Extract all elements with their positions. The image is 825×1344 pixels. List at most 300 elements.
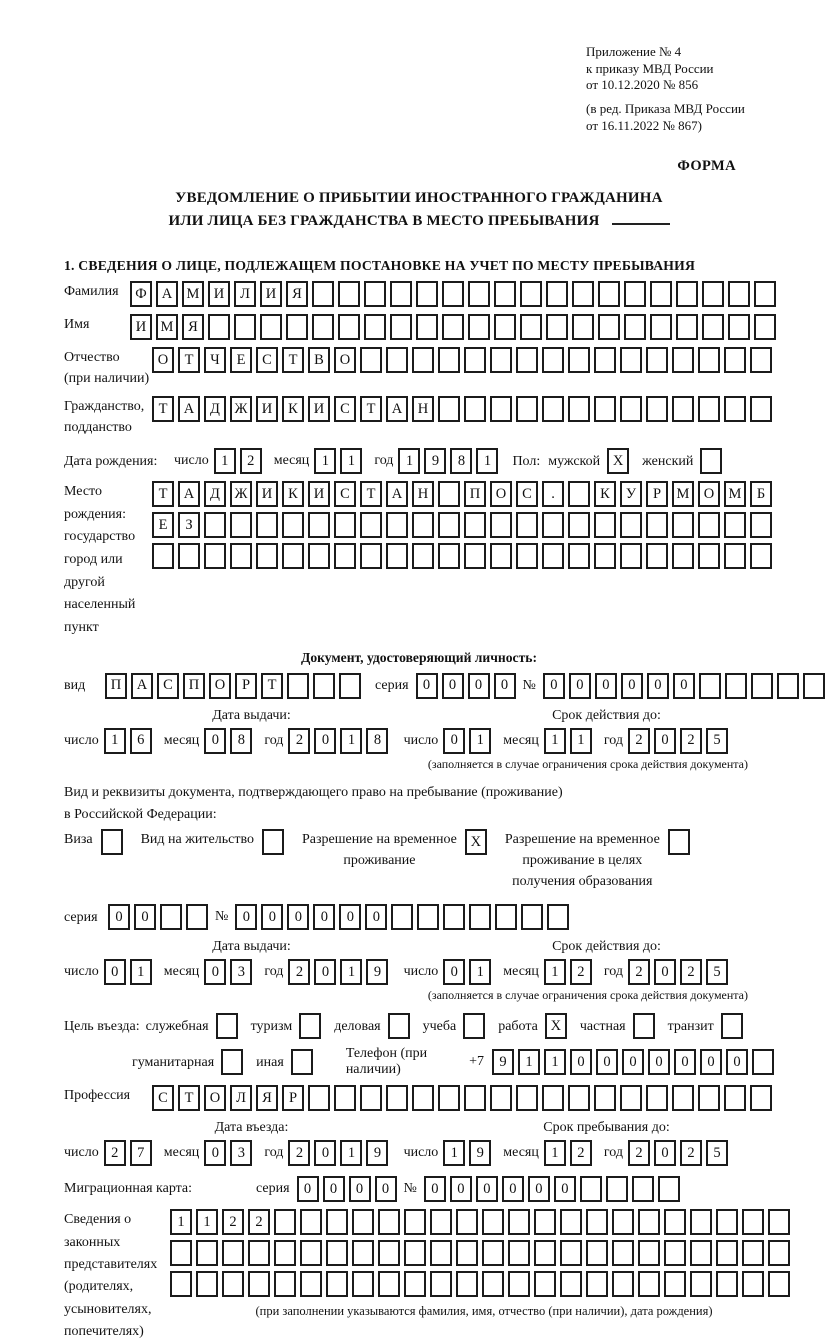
char-box[interactable] bbox=[256, 512, 278, 538]
char-box[interactable] bbox=[534, 1209, 556, 1235]
char-box[interactable]: С bbox=[516, 481, 538, 507]
digit-box[interactable]: 1 bbox=[476, 448, 498, 474]
digit-box[interactable]: 1 bbox=[570, 728, 592, 754]
char-box[interactable] bbox=[728, 314, 750, 340]
char-box[interactable] bbox=[672, 396, 694, 422]
char-box[interactable]: Ф bbox=[130, 281, 152, 307]
char-box[interactable]: 0 bbox=[569, 673, 591, 699]
char-box[interactable] bbox=[326, 1240, 348, 1266]
char-box[interactable] bbox=[196, 1240, 218, 1266]
char-box[interactable]: Д bbox=[204, 481, 226, 507]
char-box[interactable]: К bbox=[282, 481, 304, 507]
char-box[interactable] bbox=[464, 1085, 486, 1111]
char-box[interactable]: О bbox=[152, 347, 174, 373]
char-box[interactable] bbox=[646, 543, 668, 569]
char-box[interactable] bbox=[412, 347, 434, 373]
char-box[interactable]: 1 bbox=[518, 1049, 540, 1075]
char-box[interactable] bbox=[208, 314, 230, 340]
checkbox[interactable] bbox=[216, 1013, 238, 1039]
char-box[interactable]: Л bbox=[234, 281, 256, 307]
char-box[interactable] bbox=[334, 1085, 356, 1111]
digit-box[interactable]: 2 bbox=[240, 448, 262, 474]
char-box[interactable]: 0 bbox=[365, 904, 387, 930]
char-box[interactable] bbox=[438, 1085, 460, 1111]
char-box[interactable]: 0 bbox=[287, 904, 309, 930]
char-box[interactable] bbox=[520, 314, 542, 340]
char-box[interactable]: З bbox=[178, 512, 200, 538]
char-box[interactable]: И bbox=[130, 314, 152, 340]
char-box[interactable] bbox=[568, 1085, 590, 1111]
char-box[interactable] bbox=[456, 1271, 478, 1297]
char-box[interactable] bbox=[638, 1209, 660, 1235]
checkbox[interactable] bbox=[463, 1013, 485, 1039]
char-box[interactable] bbox=[777, 673, 799, 699]
char-box[interactable] bbox=[490, 347, 512, 373]
checkbox-checked[interactable]: X bbox=[545, 1013, 567, 1039]
char-box[interactable]: 0 bbox=[502, 1176, 524, 1202]
char-box[interactable] bbox=[338, 281, 360, 307]
char-box[interactable] bbox=[274, 1209, 296, 1235]
char-box[interactable] bbox=[754, 314, 776, 340]
char-box[interactable] bbox=[724, 512, 746, 538]
char-box[interactable] bbox=[534, 1240, 556, 1266]
digit-box[interactable]: 1 bbox=[544, 959, 566, 985]
char-box[interactable]: Т bbox=[152, 396, 174, 422]
digit-box[interactable]: 0 bbox=[654, 728, 676, 754]
char-box[interactable]: 0 bbox=[323, 1176, 345, 1202]
char-box[interactable] bbox=[308, 512, 330, 538]
char-box[interactable]: 0 bbox=[442, 673, 464, 699]
char-box[interactable] bbox=[490, 512, 512, 538]
char-box[interactable] bbox=[612, 1209, 634, 1235]
char-box[interactable] bbox=[572, 281, 594, 307]
char-box[interactable]: 0 bbox=[297, 1176, 319, 1202]
char-box[interactable] bbox=[752, 1049, 774, 1075]
digit-box[interactable]: 8 bbox=[366, 728, 388, 754]
digit-box[interactable]: 9 bbox=[366, 1140, 388, 1166]
char-box[interactable] bbox=[724, 347, 746, 373]
char-box[interactable]: 0 bbox=[595, 673, 617, 699]
char-box[interactable] bbox=[638, 1240, 660, 1266]
char-box[interactable] bbox=[482, 1271, 504, 1297]
char-box[interactable] bbox=[728, 281, 750, 307]
char-box[interactable] bbox=[612, 1271, 634, 1297]
char-box[interactable] bbox=[598, 314, 620, 340]
digit-box[interactable]: 9 bbox=[424, 448, 446, 474]
digit-box[interactable]: 0 bbox=[204, 959, 226, 985]
digit-box[interactable]: 2 bbox=[680, 959, 702, 985]
checkbox[interactable] bbox=[221, 1049, 243, 1075]
char-box[interactable]: 0 bbox=[375, 1176, 397, 1202]
char-box[interactable] bbox=[620, 396, 642, 422]
char-box[interactable] bbox=[274, 1271, 296, 1297]
char-box[interactable] bbox=[326, 1209, 348, 1235]
char-box[interactable]: У bbox=[620, 481, 642, 507]
char-box[interactable]: 2 bbox=[222, 1209, 244, 1235]
char-box[interactable] bbox=[508, 1271, 530, 1297]
char-box[interactable] bbox=[204, 543, 226, 569]
char-box[interactable] bbox=[308, 543, 330, 569]
digit-box[interactable]: 1 bbox=[314, 448, 336, 474]
char-box[interactable]: И bbox=[260, 281, 282, 307]
char-box[interactable] bbox=[230, 543, 252, 569]
char-box[interactable] bbox=[234, 314, 256, 340]
char-box[interactable] bbox=[390, 314, 412, 340]
digit-box[interactable]: 1 bbox=[544, 728, 566, 754]
char-box[interactable] bbox=[620, 512, 642, 538]
char-box[interactable] bbox=[490, 543, 512, 569]
char-box[interactable]: 0 bbox=[570, 1049, 592, 1075]
char-box[interactable] bbox=[438, 512, 460, 538]
char-box[interactable] bbox=[160, 904, 182, 930]
char-box[interactable]: Я bbox=[256, 1085, 278, 1111]
digit-box[interactable]: 2 bbox=[628, 1140, 650, 1166]
char-box[interactable]: О bbox=[490, 481, 512, 507]
char-box[interactable]: П bbox=[183, 673, 205, 699]
digit-box[interactable]: 1 bbox=[130, 959, 152, 985]
char-box[interactable] bbox=[520, 281, 542, 307]
char-box[interactable] bbox=[620, 347, 642, 373]
char-box[interactable]: 0 bbox=[621, 673, 643, 699]
char-box[interactable]: М bbox=[672, 481, 694, 507]
char-box[interactable] bbox=[664, 1271, 686, 1297]
char-box[interactable]: 0 bbox=[622, 1049, 644, 1075]
char-box[interactable]: Т bbox=[178, 347, 200, 373]
char-box[interactable] bbox=[430, 1240, 452, 1266]
char-box[interactable] bbox=[464, 347, 486, 373]
digit-box[interactable]: 0 bbox=[314, 1140, 336, 1166]
char-box[interactable] bbox=[360, 347, 382, 373]
char-box[interactable] bbox=[495, 904, 517, 930]
checkbox[interactable] bbox=[101, 829, 123, 855]
char-box[interactable]: 1 bbox=[170, 1209, 192, 1235]
char-box[interactable]: А bbox=[131, 673, 153, 699]
checkbox[interactable] bbox=[299, 1013, 321, 1039]
char-box[interactable] bbox=[404, 1240, 426, 1266]
char-box[interactable] bbox=[312, 314, 334, 340]
char-box[interactable] bbox=[442, 281, 464, 307]
char-box[interactable]: О bbox=[698, 481, 720, 507]
digit-box[interactable]: 0 bbox=[204, 728, 226, 754]
digit-box[interactable]: 0 bbox=[204, 1140, 226, 1166]
char-box[interactable] bbox=[698, 512, 720, 538]
char-box[interactable] bbox=[386, 543, 408, 569]
char-box[interactable]: 0 bbox=[700, 1049, 722, 1075]
char-box[interactable] bbox=[646, 1085, 668, 1111]
char-box[interactable] bbox=[338, 314, 360, 340]
char-box[interactable] bbox=[594, 512, 616, 538]
char-box[interactable]: О bbox=[209, 673, 231, 699]
char-box[interactable]: 2 bbox=[248, 1209, 270, 1235]
char-box[interactable] bbox=[282, 512, 304, 538]
char-box[interactable] bbox=[378, 1240, 400, 1266]
char-box[interactable] bbox=[412, 512, 434, 538]
char-box[interactable] bbox=[702, 314, 724, 340]
char-box[interactable]: 0 bbox=[235, 904, 257, 930]
char-box[interactable]: Ч bbox=[204, 347, 226, 373]
char-box[interactable] bbox=[378, 1271, 400, 1297]
digit-box[interactable]: 5 bbox=[706, 959, 728, 985]
char-box[interactable] bbox=[386, 512, 408, 538]
char-box[interactable] bbox=[568, 512, 590, 538]
char-box[interactable]: 0 bbox=[416, 673, 438, 699]
char-box[interactable]: 0 bbox=[108, 904, 130, 930]
char-box[interactable] bbox=[274, 1240, 296, 1266]
char-box[interactable]: Е bbox=[152, 512, 174, 538]
char-box[interactable]: 0 bbox=[673, 673, 695, 699]
char-box[interactable]: Я bbox=[182, 314, 204, 340]
char-box[interactable] bbox=[490, 1085, 512, 1111]
char-box[interactable]: К bbox=[594, 481, 616, 507]
char-box[interactable] bbox=[300, 1240, 322, 1266]
char-box[interactable] bbox=[750, 347, 772, 373]
char-box[interactable]: А bbox=[386, 481, 408, 507]
char-box[interactable] bbox=[364, 314, 386, 340]
char-box[interactable] bbox=[286, 314, 308, 340]
digit-box[interactable]: 6 bbox=[130, 728, 152, 754]
char-box[interactable]: М bbox=[182, 281, 204, 307]
char-box[interactable] bbox=[222, 1271, 244, 1297]
char-box[interactable] bbox=[716, 1240, 738, 1266]
char-box[interactable] bbox=[339, 673, 361, 699]
char-box[interactable]: Р bbox=[235, 673, 257, 699]
char-box[interactable] bbox=[494, 314, 516, 340]
char-box[interactable] bbox=[754, 281, 776, 307]
char-box[interactable]: И bbox=[308, 396, 330, 422]
char-box[interactable] bbox=[494, 281, 516, 307]
char-box[interactable]: Т bbox=[360, 396, 382, 422]
char-box[interactable] bbox=[594, 1085, 616, 1111]
char-box[interactable] bbox=[326, 1271, 348, 1297]
char-box[interactable] bbox=[646, 512, 668, 538]
char-box[interactable]: Ж bbox=[230, 396, 252, 422]
char-box[interactable] bbox=[516, 396, 538, 422]
char-box[interactable]: Р bbox=[646, 481, 668, 507]
char-box[interactable] bbox=[606, 1176, 628, 1202]
char-box[interactable] bbox=[650, 314, 672, 340]
digit-box[interactable]: 1 bbox=[340, 959, 362, 985]
char-box[interactable] bbox=[230, 512, 252, 538]
char-box[interactable] bbox=[416, 281, 438, 307]
char-box[interactable]: 0 bbox=[648, 1049, 670, 1075]
char-box[interactable]: Н bbox=[412, 481, 434, 507]
char-box[interactable]: 0 bbox=[647, 673, 669, 699]
char-box[interactable]: 0 bbox=[424, 1176, 446, 1202]
char-box[interactable]: М bbox=[724, 481, 746, 507]
char-box[interactable] bbox=[768, 1240, 790, 1266]
char-box[interactable]: А bbox=[386, 396, 408, 422]
char-box[interactable]: Т bbox=[178, 1085, 200, 1111]
char-box[interactable]: И bbox=[208, 281, 230, 307]
char-box[interactable] bbox=[742, 1240, 764, 1266]
char-box[interactable] bbox=[404, 1209, 426, 1235]
char-box[interactable] bbox=[468, 281, 490, 307]
digit-box[interactable]: 9 bbox=[469, 1140, 491, 1166]
char-box[interactable] bbox=[404, 1271, 426, 1297]
char-box[interactable] bbox=[312, 281, 334, 307]
checkbox-checked[interactable]: X bbox=[607, 448, 629, 474]
digit-box[interactable]: 1 bbox=[340, 728, 362, 754]
char-box[interactable] bbox=[542, 396, 564, 422]
digit-box[interactable]: 0 bbox=[654, 959, 676, 985]
char-box[interactable]: И bbox=[308, 481, 330, 507]
digit-box[interactable]: 1 bbox=[443, 1140, 465, 1166]
char-box[interactable]: Л bbox=[230, 1085, 252, 1111]
char-box[interactable] bbox=[724, 1085, 746, 1111]
digit-box[interactable]: 2 bbox=[288, 728, 310, 754]
char-box[interactable] bbox=[586, 1271, 608, 1297]
char-box[interactable] bbox=[430, 1209, 452, 1235]
digit-box[interactable]: 1 bbox=[398, 448, 420, 474]
digit-box[interactable]: 2 bbox=[628, 728, 650, 754]
char-box[interactable] bbox=[586, 1209, 608, 1235]
char-box[interactable] bbox=[768, 1209, 790, 1235]
char-box[interactable] bbox=[542, 1085, 564, 1111]
char-box[interactable] bbox=[672, 1085, 694, 1111]
char-box[interactable]: 0 bbox=[476, 1176, 498, 1202]
char-box[interactable]: 0 bbox=[543, 673, 565, 699]
char-box[interactable]: 0 bbox=[261, 904, 283, 930]
digit-box[interactable]: 1 bbox=[544, 1140, 566, 1166]
char-box[interactable] bbox=[676, 314, 698, 340]
char-box[interactable]: Б bbox=[750, 481, 772, 507]
char-box[interactable] bbox=[690, 1271, 712, 1297]
char-box[interactable] bbox=[438, 347, 460, 373]
checkbox[interactable] bbox=[721, 1013, 743, 1039]
char-box[interactable] bbox=[542, 543, 564, 569]
char-box[interactable] bbox=[391, 904, 413, 930]
digit-box[interactable]: 2 bbox=[288, 959, 310, 985]
char-box[interactable] bbox=[334, 512, 356, 538]
char-box[interactable]: Я bbox=[286, 281, 308, 307]
char-box[interactable] bbox=[534, 1271, 556, 1297]
checkbox[interactable] bbox=[291, 1049, 313, 1075]
char-box[interactable] bbox=[516, 512, 538, 538]
char-box[interactable] bbox=[632, 1176, 654, 1202]
char-box[interactable] bbox=[803, 673, 825, 699]
digit-box[interactable]: 8 bbox=[230, 728, 252, 754]
char-box[interactable] bbox=[282, 543, 304, 569]
char-box[interactable]: О bbox=[334, 347, 356, 373]
digit-box[interactable]: 5 bbox=[706, 1140, 728, 1166]
char-box[interactable] bbox=[598, 281, 620, 307]
char-box[interactable] bbox=[698, 396, 720, 422]
char-box[interactable]: Е bbox=[230, 347, 252, 373]
char-box[interactable] bbox=[751, 673, 773, 699]
digit-box[interactable]: 2 bbox=[680, 1140, 702, 1166]
digit-box[interactable]: 0 bbox=[104, 959, 126, 985]
char-box[interactable] bbox=[222, 1240, 244, 1266]
digit-box[interactable]: 2 bbox=[628, 959, 650, 985]
char-box[interactable] bbox=[750, 512, 772, 538]
char-box[interactable] bbox=[698, 347, 720, 373]
char-box[interactable] bbox=[542, 512, 564, 538]
char-box[interactable]: 0 bbox=[349, 1176, 371, 1202]
char-box[interactable] bbox=[352, 1271, 374, 1297]
char-box[interactable] bbox=[204, 512, 226, 538]
char-box[interactable] bbox=[560, 1240, 582, 1266]
char-box[interactable]: 0 bbox=[450, 1176, 472, 1202]
char-box[interactable] bbox=[716, 1209, 738, 1235]
char-box[interactable]: Н bbox=[412, 396, 434, 422]
char-box[interactable] bbox=[750, 396, 772, 422]
char-box[interactable] bbox=[650, 281, 672, 307]
char-box[interactable] bbox=[468, 314, 490, 340]
char-box[interactable] bbox=[620, 543, 642, 569]
char-box[interactable] bbox=[390, 281, 412, 307]
digit-box[interactable]: 3 bbox=[230, 959, 252, 985]
char-box[interactable] bbox=[417, 904, 439, 930]
digit-box[interactable]: 2 bbox=[288, 1140, 310, 1166]
char-box[interactable] bbox=[580, 1176, 602, 1202]
char-box[interactable] bbox=[456, 1209, 478, 1235]
char-box[interactable]: . bbox=[542, 481, 564, 507]
digit-box[interactable]: 1 bbox=[469, 959, 491, 985]
char-box[interactable] bbox=[560, 1271, 582, 1297]
char-box[interactable] bbox=[313, 673, 335, 699]
digit-box[interactable]: 0 bbox=[443, 728, 465, 754]
char-box[interactable] bbox=[646, 347, 668, 373]
char-box[interactable] bbox=[412, 1085, 434, 1111]
char-box[interactable] bbox=[412, 543, 434, 569]
char-box[interactable]: 0 bbox=[339, 904, 361, 930]
char-box[interactable] bbox=[690, 1240, 712, 1266]
char-box[interactable]: А bbox=[178, 396, 200, 422]
char-box[interactable]: Т bbox=[261, 673, 283, 699]
char-box[interactable] bbox=[364, 281, 386, 307]
char-box[interactable]: Ж bbox=[230, 481, 252, 507]
char-box[interactable]: 0 bbox=[726, 1049, 748, 1075]
char-box[interactable] bbox=[516, 543, 538, 569]
char-box[interactable] bbox=[287, 673, 309, 699]
char-box[interactable]: С bbox=[334, 481, 356, 507]
char-box[interactable]: А bbox=[156, 281, 178, 307]
char-box[interactable]: С bbox=[157, 673, 179, 699]
digit-box[interactable]: 2 bbox=[680, 728, 702, 754]
char-box[interactable] bbox=[725, 673, 747, 699]
char-box[interactable] bbox=[508, 1209, 530, 1235]
char-box[interactable] bbox=[300, 1271, 322, 1297]
char-box[interactable]: Р bbox=[282, 1085, 304, 1111]
char-box[interactable] bbox=[360, 543, 382, 569]
char-box[interactable]: Т bbox=[282, 347, 304, 373]
char-box[interactable] bbox=[352, 1209, 374, 1235]
char-box[interactable] bbox=[542, 347, 564, 373]
checkbox[interactable] bbox=[388, 1013, 410, 1039]
char-box[interactable]: 1 bbox=[196, 1209, 218, 1235]
char-box[interactable]: С bbox=[256, 347, 278, 373]
char-box[interactable] bbox=[516, 1085, 538, 1111]
char-box[interactable] bbox=[664, 1209, 686, 1235]
digit-box[interactable]: 1 bbox=[340, 1140, 362, 1166]
digit-box[interactable]: 0 bbox=[443, 959, 465, 985]
char-box[interactable] bbox=[442, 314, 464, 340]
char-box[interactable] bbox=[456, 1240, 478, 1266]
char-box[interactable] bbox=[716, 1271, 738, 1297]
char-box[interactable] bbox=[546, 314, 568, 340]
char-box[interactable]: Т bbox=[360, 481, 382, 507]
char-box[interactable] bbox=[438, 396, 460, 422]
char-box[interactable] bbox=[690, 1209, 712, 1235]
char-box[interactable] bbox=[256, 543, 278, 569]
char-box[interactable] bbox=[594, 396, 616, 422]
char-box[interactable] bbox=[178, 543, 200, 569]
char-box[interactable]: П bbox=[464, 481, 486, 507]
char-box[interactable] bbox=[586, 1240, 608, 1266]
digit-box[interactable]: 2 bbox=[570, 1140, 592, 1166]
char-box[interactable] bbox=[248, 1240, 270, 1266]
char-box[interactable]: 0 bbox=[596, 1049, 618, 1075]
